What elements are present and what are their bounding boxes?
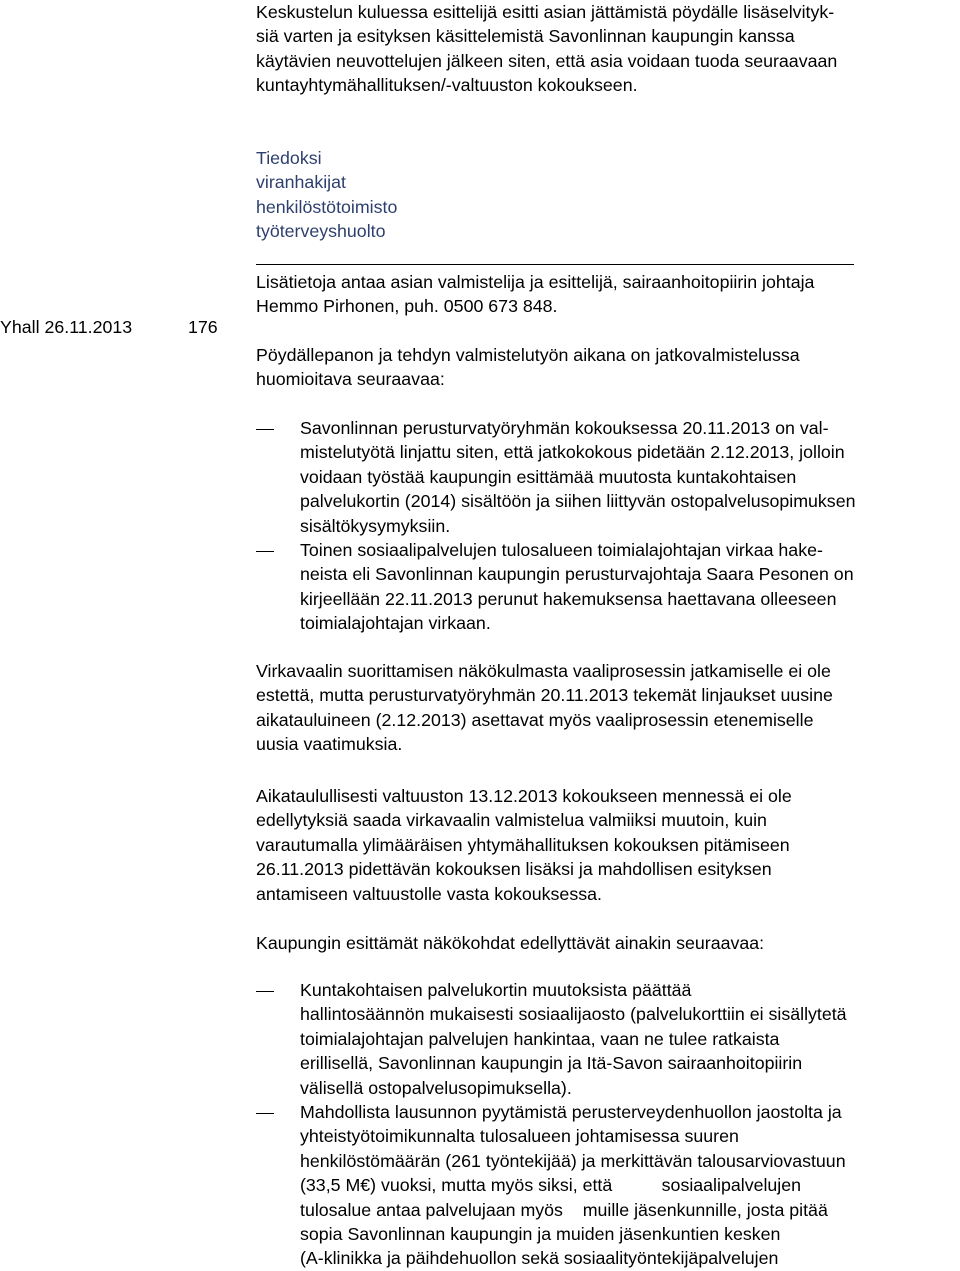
distribution-item: työterveyshuolto: [256, 221, 386, 242]
text-line: hallintosäännön mukaisesti sosiaalijaosto (palvelukorttiin ei sisällytetä: [300, 1004, 847, 1025]
text-line: Hemmo Pirhonen, puh. 0500 673 848.: [256, 296, 558, 317]
city-points-paragraph: [256, 931, 764, 955]
text-line: huomioitava seuraavaa:: [256, 369, 445, 390]
section-number: [188, 317, 218, 338]
text-line: kuntayhtymähallituksen/-valtuuston kokoukseen.: [256, 75, 638, 96]
text-line: Savonlinnan perusturvatyöryhmän kokouksessa 20.11.2013 on val-: [300, 418, 829, 438]
intro-paragraph: [256, 0, 837, 98]
list-item: [300, 416, 855, 538]
list-item: [300, 538, 854, 636]
distribution-item: viranhakijat: [256, 172, 346, 193]
text-line: uusia vaatimuksia.: [256, 734, 403, 755]
distribution-list: [256, 146, 397, 244]
tabling-paragraph: [256, 343, 800, 392]
text-line: antamiseen valtuustolle vasta kokouksessa.: [256, 883, 602, 904]
text-line: aikatauluineen (2.12.2013) asettavat myös vaaliprosessin etenemiselle: [256, 709, 814, 730]
text-line: sopia Savonlinnan kaupungin ja muiden jäsenkuntien kesken: [300, 1224, 781, 1245]
text-line: välisellä ostopalvelusopimuksella).: [300, 1077, 572, 1098]
text-line: (A-klinikka ja päihdehuollon sekä sosiaalityöntekijäpalvelujen: [300, 1248, 779, 1269]
meeting-reference: [0, 317, 132, 338]
text-line: Keskustelun kuluessa esittelijä esitti asian jättämistä pöydälle lisäselvityk-: [256, 2, 835, 22]
text-line: edellytyksiä saada virkavaalin valmistelua valmiiksi muutoin, kuin: [256, 810, 767, 831]
section-number-text: 176: [188, 317, 218, 337]
text-line: kirjeellään 22.11.2013 perunut hakemuksensa haettavana olleeseen: [300, 588, 837, 609]
text-line: Pöydällepanon ja tehdyn valmistelutyön aikana on jatkovalmistelussa: [256, 345, 800, 365]
distribution-heading: Tiedoksi: [256, 148, 322, 168]
dash-bullet-icon: [256, 551, 274, 552]
text-line: toimialajohtajan virkaan.: [300, 613, 491, 634]
text-line: Aikataulullisesti valtuuston 13.12.2013 kokoukseen mennessä ei ole: [256, 786, 792, 806]
text-line: voidaan työstää kaupungin esittämää muutosta kuntakohtaisen: [300, 466, 797, 487]
text-line: 26.11.2013 pidettävän kokouksen lisäksi ja mahdollisen esityksen: [256, 859, 772, 880]
text-line: estettä, mutta perusturvatyöryhmän 20.11.2013 tekemät linjaukset uusine: [256, 685, 833, 706]
text-line: mistelutyötä linjattu siten, että jatkokokous pidetään 2.12.2013, jolloin: [300, 442, 845, 463]
text-line: (33,5 M€) vuoksi, mutta myös siksi, että sosiaalipalvelujen: [300, 1175, 802, 1196]
text-line: palvelukortin (2014) sisältöön ja siihen liittyvän ostopalvelusopimuksen: [300, 491, 856, 512]
dash-bullet-icon: [256, 429, 274, 430]
schedule-paragraph: [256, 784, 792, 906]
text-line: Mahdollista lausunnon pyytämistä perusterveydenhuollon jaostolta ja: [300, 1102, 842, 1122]
text-line: erillisellä, Savonlinnan kaupungin ja Itä-Savon sairaanhoitopiirin: [300, 1053, 803, 1074]
text-line: varautumalla ylimääräisen yhtymähallituksen kokouksen pitämiseen: [256, 834, 790, 855]
election-paragraph: [256, 659, 833, 757]
meeting-date: Yhall 26.11.2013: [0, 317, 133, 337]
text-line: sisältökysymyksiin.: [300, 515, 451, 536]
text-line: neista eli Savonlinnan kaupungin perusturvajohtaja Saara Pesonen on: [300, 564, 854, 585]
text-line: käytävien neuvottelujen jälkeen siten, että asia voidaan tuoda seuraavaan: [256, 50, 838, 71]
text-line: yhteistyötoimikunnalta tulosalueen johtamisessa suuren: [300, 1126, 739, 1147]
text-line: siä varten ja esityksen käsittelemistä Savonlinnan kaupungin kanssa: [256, 26, 795, 47]
text-line: toimialajohtajan palvelujen hankintaa, vaan ne tulee ratkaista: [300, 1028, 780, 1049]
text-line: tulosalue antaa palvelujaan myös muille jäsenkunnille, josta pitää: [300, 1199, 828, 1220]
dash-bullet-icon: [256, 1113, 274, 1114]
contact-info-paragraph: [256, 270, 814, 319]
text-line: Kuntakohtaisen palvelukortin muutoksista päättää: [300, 980, 692, 1000]
text-line: Kaupungin esittämät näkökohdat edellyttävät ainakin seuraavaa:: [256, 933, 765, 953]
list-item: [300, 978, 847, 1100]
text-line: henkilöstömäärän (261 työntekijää) ja merkittävän talousarviovastuun: [300, 1150, 846, 1171]
distribution-item: henkilöstötoimisto: [256, 196, 398, 217]
list-item: [300, 1100, 846, 1271]
text-line: Virkavaalin suorittamisen näkökulmasta vaaliprosessin jatkamiselle ei ole: [256, 661, 831, 681]
section-divider: [256, 264, 854, 265]
text-line: Lisätietoja antaa asian valmistelija ja esittelijä, sairaanhoitopiirin johtaja: [256, 272, 815, 292]
text-line: Toinen sosiaalipalvelujen tulosalueen toimialajohtajan virkaa hake-: [300, 540, 823, 560]
dash-bullet-icon: [256, 991, 274, 992]
